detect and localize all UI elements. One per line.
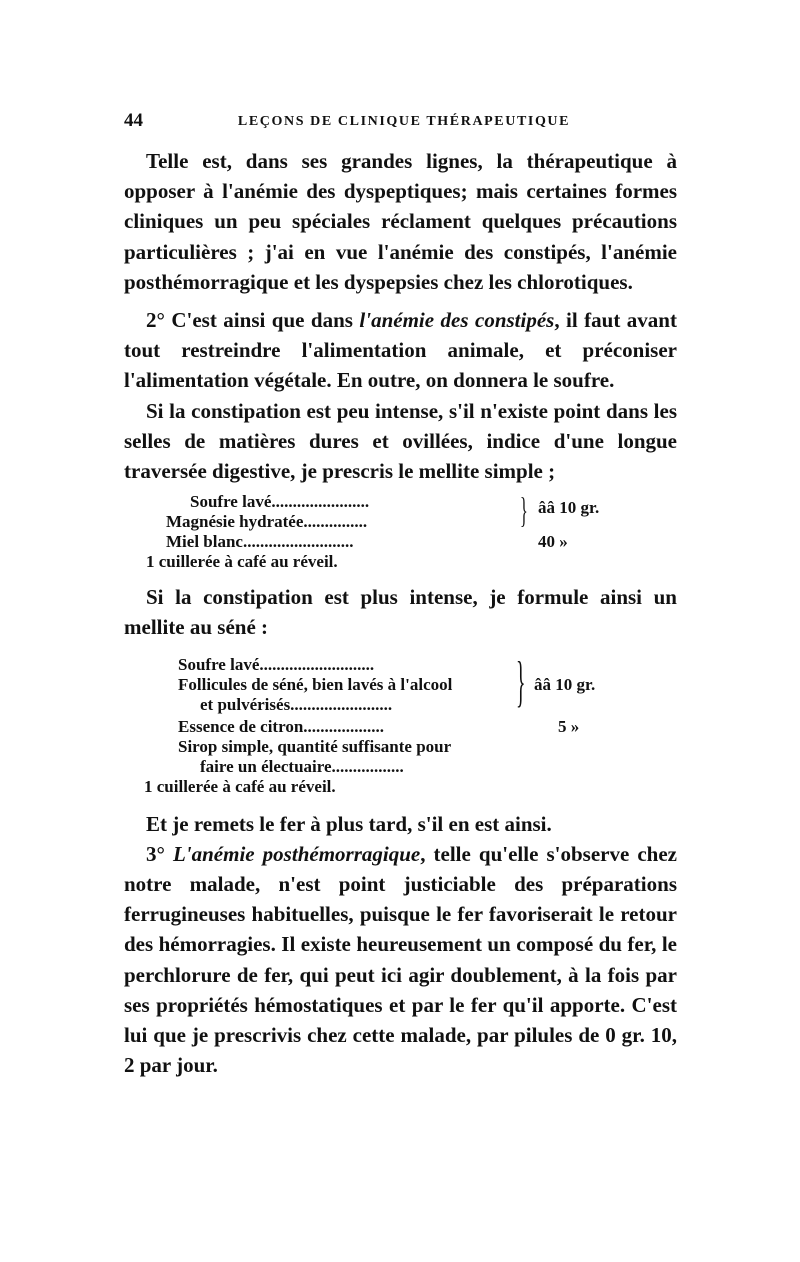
prescription-mellite-simple	[124, 492, 677, 574]
paragraph-posthemorragique	[124, 839, 677, 1081]
prescription-line: Miel blanc..........................	[166, 532, 354, 552]
prescription-quantity: ââ 10 gr.	[538, 498, 600, 518]
prescription-quantity: 40 »	[538, 532, 568, 552]
prescription-line: faire un électuaire.................	[200, 756, 404, 776]
paragraph-intro: Telle est, dans ses grandes lignes, la thérapeutique à opposer à l'anémie des dyspeptiques; mais certaines formes cliniques un peu spéciales réclament quelques précautions particulières ; j'ai en vue l'anémie des constipés, l'anémie posthémorragique et les dyspepsies chez les chlorotiques.	[124, 149, 677, 294]
paragraph-posthemorragique-italic: L'anémie posthémorragique	[172, 841, 421, 866]
paragraph-posthemorragique-start: 3°	[146, 841, 173, 866]
prescription-line: et pulvérisés........................	[200, 694, 393, 714]
paragraph-constipes-italic: l'anémie des constipés	[359, 308, 555, 333]
paragraph-fer: Et je remets le fer à plus tard, s'il en est ainsi.	[146, 811, 552, 836]
brace-symbol: }	[520, 490, 528, 531]
prescription-line: Soufre lavé.......................	[190, 492, 370, 512]
prescription-mellite-sene	[124, 650, 677, 801]
paragraph-mellite-sene: Si la constipation est plus intense, je formule ainsi un mellite au séné :	[124, 585, 677, 640]
paragraph-constipes	[124, 305, 677, 396]
paragraph-constipes-end: , il faut avant tout restreindre l'alimentation animale, et préconiser l'alimentation végétale. En outre, on donnera le soufre.	[124, 308, 677, 393]
brace-symbol: }	[516, 650, 526, 713]
prescription-line: Sirop simple, quantité suffisante pour	[178, 736, 452, 756]
page-number: 44	[124, 110, 143, 131]
prescription-line: Follicules de séné, bien lavés à l'alcool	[178, 674, 453, 694]
prescription-quantity: ââ 10 gr.	[534, 674, 596, 694]
prescription-line: Magnésie hydratée...............	[166, 512, 368, 532]
page-header	[124, 110, 684, 136]
prescription-instruction: 1 cuillerée à café au réveil.	[144, 776, 336, 796]
prescription-quantity: 5 »	[558, 716, 580, 736]
page-body	[124, 146, 677, 1080]
prescription-instruction: 1 cuillerée à café au réveil.	[146, 552, 338, 572]
prescription-line: Essence de citron...................	[178, 716, 385, 736]
paragraph-constipes-start: 2° C'est ainsi que dans	[146, 308, 360, 333]
running-head: LEÇONS DE CLINIQUE THÉRAPEUTIQUE	[237, 114, 571, 129]
paragraph-posthemorragique-end: , telle qu'elle s'observe chez notre malade, n'est point justiciable des préparations ferrugineuses habituelles, puisque le fer favoriserait le retour des hémorragies. Il existe heureusement un composé du fer, le perchlorure de fer, qui peut ici agir doublement, à la fois par ses propriétés hémostatiques et par le fer qu'il apporte. C'est lui que je prescrivis chez cette malade, par pilules de 0 gr. 10, 2 par jour.	[124, 841, 677, 1078]
paragraph-mellite-simple: Si la constipation est peu intense, s'il n'existe point dans les selles de matières dures et ovillées, indice d'une longue traversée digestive, je prescris le mellite simple ;	[124, 398, 677, 484]
prescription-line: Soufre lavé...........................	[178, 654, 375, 674]
